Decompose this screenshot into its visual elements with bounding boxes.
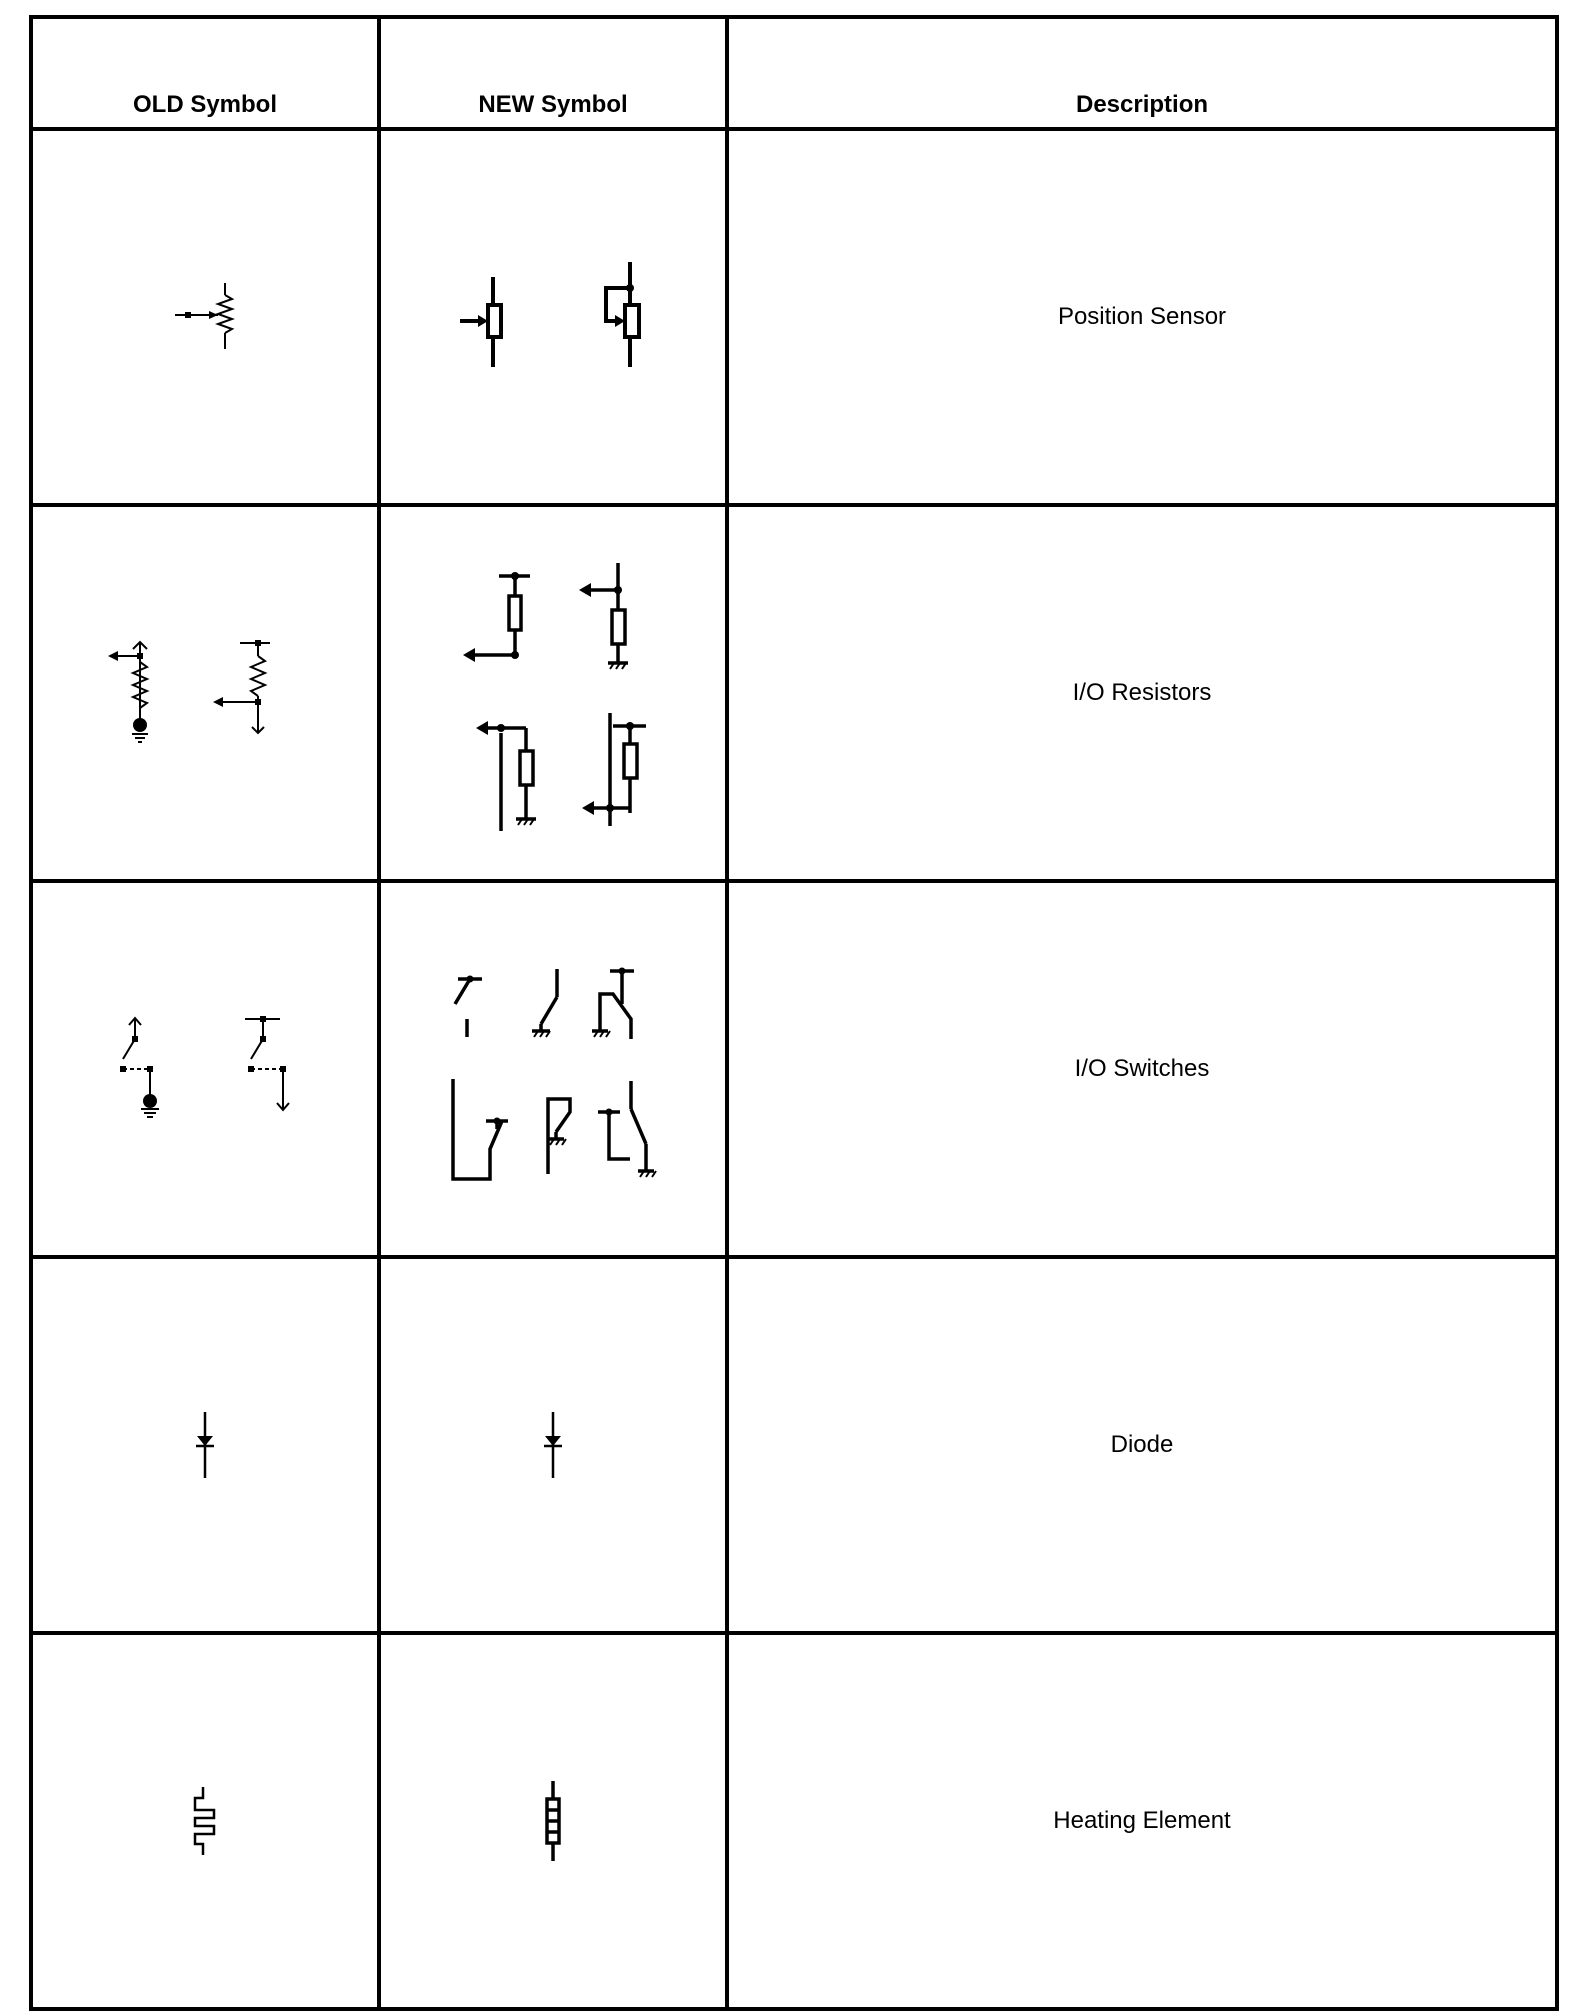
description-cell bbox=[727, 1633, 1557, 2009]
new-symbol-cell bbox=[379, 1257, 727, 1633]
io-resistor-zigzag-icon bbox=[100, 638, 310, 748]
diode-icon bbox=[185, 1410, 225, 1480]
header-new-symbol: NEW Symbol bbox=[379, 17, 727, 129]
new-symbol-cell bbox=[379, 129, 727, 505]
description-cell bbox=[727, 881, 1557, 1257]
io-switch-new-icon bbox=[438, 949, 668, 1189]
old-symbol-cell bbox=[31, 129, 379, 505]
diode-icon bbox=[533, 1410, 573, 1480]
heating-coil-icon bbox=[180, 1786, 230, 1856]
potentiometer-zigzag-icon bbox=[160, 277, 250, 357]
new-symbol-cell bbox=[379, 505, 727, 881]
description-text: I/O Switches bbox=[1074, 1055, 1210, 1082]
description-cell bbox=[727, 1257, 1557, 1633]
description-text: I/O Resistors bbox=[1072, 679, 1212, 706]
table-row bbox=[31, 129, 1557, 505]
io-resistor-box-icon bbox=[443, 558, 663, 828]
new-symbol-cell bbox=[379, 1633, 727, 2009]
header-row bbox=[31, 17, 1557, 129]
symbol-comparison-table bbox=[29, 15, 1559, 2011]
description-text: Position Sensor bbox=[1057, 303, 1227, 330]
old-symbol-cell bbox=[31, 1257, 379, 1633]
header-old-symbol: OLD Symbol bbox=[31, 17, 379, 129]
old-symbol-cell bbox=[31, 1633, 379, 2009]
heating-element-box-icon bbox=[533, 1779, 573, 1863]
table-row bbox=[31, 505, 1557, 881]
new-symbol-cell bbox=[379, 881, 727, 1257]
potentiometer-box-icon bbox=[448, 257, 658, 377]
header-description: Description bbox=[727, 17, 1557, 129]
description-cell bbox=[727, 505, 1557, 881]
description-text: Diode bbox=[1110, 1431, 1174, 1458]
old-symbol-cell bbox=[31, 881, 379, 1257]
table-row bbox=[31, 1257, 1557, 1633]
description-cell bbox=[727, 129, 1557, 505]
old-symbol-cell bbox=[31, 505, 379, 881]
table-row bbox=[31, 1633, 1557, 2009]
io-switch-old-icon bbox=[105, 1014, 305, 1124]
description-text: Heating Element bbox=[1053, 1807, 1231, 1834]
table-row bbox=[31, 881, 1557, 1257]
